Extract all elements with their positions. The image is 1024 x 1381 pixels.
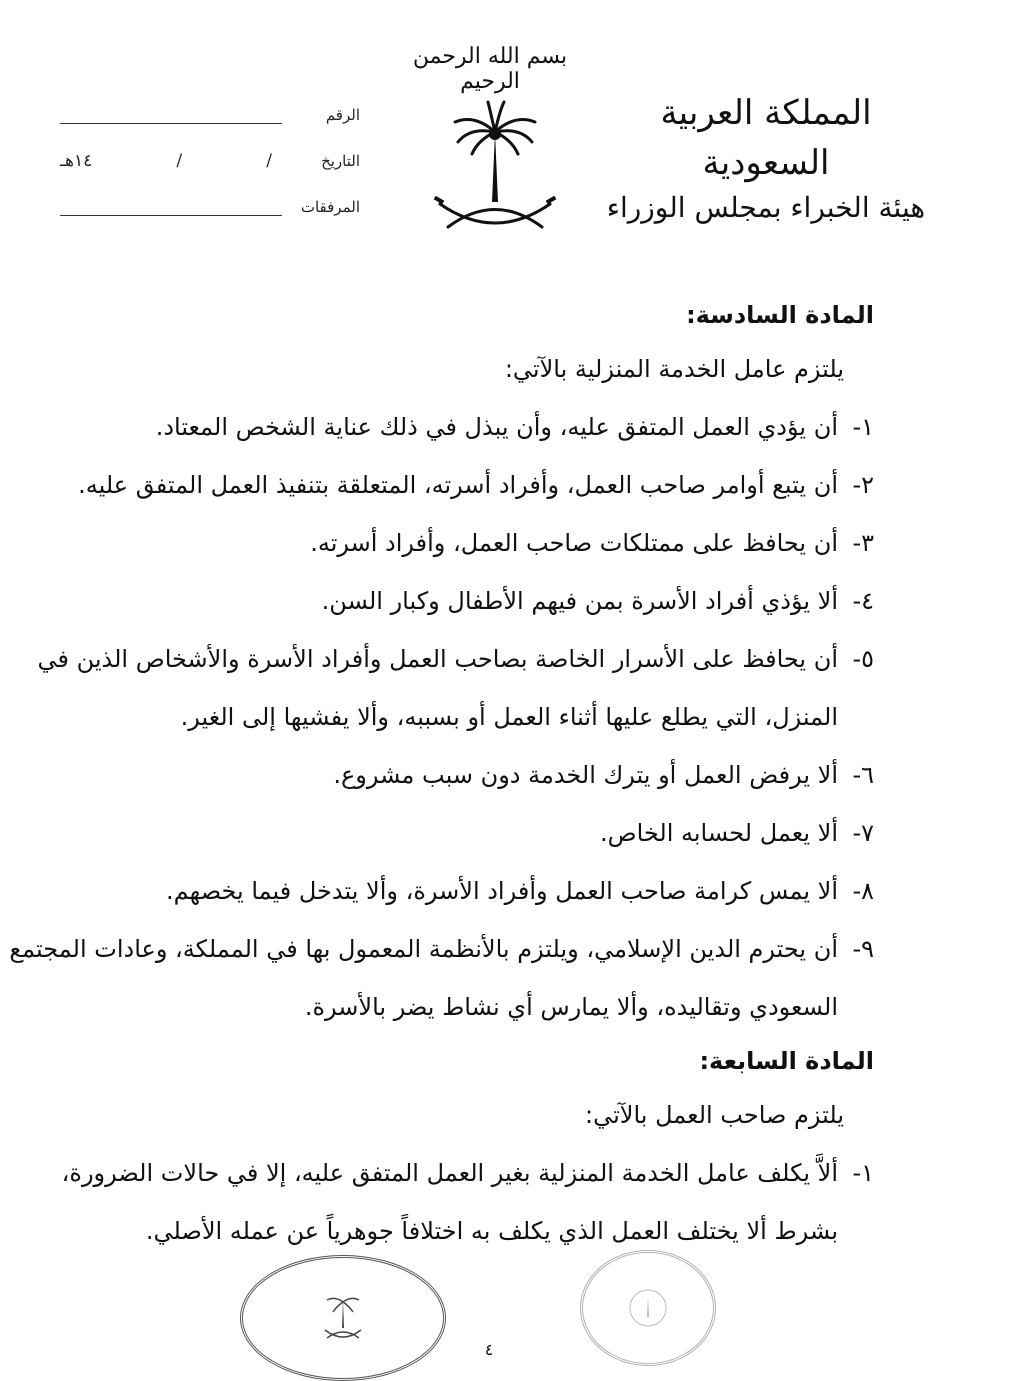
item-number: ١- — [852, 1159, 874, 1187]
list-item — [37, 630, 874, 746]
kingdom-name: المملكة العربية السعودية — [660, 93, 872, 183]
item-text: أن يحافظ على الأسرار الخاصة بصاحب العمل وأفراد الأسرة والأشخاص الذين في المنزل، التي يطلع عليها أثناء العمل أو بسببه، وألا يفشيها إلى الغير. — [37, 645, 838, 731]
date-suffix: ١٤هـ — [60, 151, 93, 171]
article-6-heading: المادة السادسة: — [686, 301, 874, 329]
basmala: بسم الله الرحمن الرحيم — [412, 44, 568, 94]
item-text: ألاَّ يكلف عامل الخدمة المنزلية بغير العمل المتفق عليه، إلا في حالات الضرورة، بشرط ألا يختلف العمل الذي يكلف به اختلافاً جوهرياً عن عمله الأصلي. — [61, 1159, 838, 1245]
list-item — [74, 514, 874, 572]
item-number: ٣- — [852, 529, 874, 557]
item-number: ٨- — [852, 877, 874, 905]
date-row — [60, 138, 360, 184]
ref-number-label: الرقم — [325, 106, 360, 124]
item-number: ٢- — [852, 471, 874, 499]
ref-number-row — [60, 92, 360, 138]
document-body — [9, 290, 874, 1260]
date-slash: / — [266, 151, 272, 171]
organization-header — [596, 88, 936, 228]
list-item — [9, 920, 874, 1036]
reference-fields — [60, 92, 360, 230]
attachments-row — [60, 184, 360, 230]
list-item — [61, 1144, 874, 1260]
item-text: ألا يعمل لحسابه الخاص. — [599, 819, 838, 847]
item-text: أن يحافظ على ممتلكات صاحب العمل، وأفراد أسرته. — [310, 529, 838, 557]
item-text: أن يحترم الدين الإسلامي، ويلتزم بالأنظمة المعمول بها في المملكة، وعادات المجتمع السعودي وتقاليده، وألا يمارس أي نشاط يضر بالأسرة. — [9, 935, 838, 1021]
date-slash: / — [176, 151, 183, 171]
item-number: ٥- — [852, 645, 874, 673]
page-number: ٤ — [484, 1340, 494, 1359]
item-number: ١- — [852, 413, 874, 441]
list-item — [74, 804, 874, 862]
item-number: ٦- — [852, 761, 874, 789]
list-item — [74, 398, 874, 456]
item-text: ألا يمس كرامة صاحب العمل وأفراد الأسرة، وألا يتدخل فيما يخصهم. — [166, 877, 838, 905]
article-7-heading: المادة السابعة: — [699, 1047, 874, 1075]
item-text: أن يتبع أوامر صاحب العمل، وأفراد أسرته، المتعلقة بتنفيذ العمل المتفق عليه. — [78, 471, 838, 499]
attachments-label: المرفقات — [300, 198, 360, 216]
item-text: أن يؤدي العمل المتفق عليه، وأن يبذل في ذلك عناية الشخص المعتاد. — [155, 413, 838, 441]
list-item — [74, 746, 874, 804]
item-number: ٤- — [852, 587, 874, 615]
attachments-line — [60, 199, 282, 216]
list-item — [74, 862, 874, 920]
faded-seal-icon — [580, 1250, 716, 1366]
item-number: ٧- — [852, 819, 874, 847]
article-6-intro: يلتزم عامل الخدمة المنزلية بالآتي: — [504, 355, 844, 383]
item-text: ألا يرفض العمل أو يترك الخدمة دون سبب مشروع. — [333, 761, 838, 789]
ref-number-line — [60, 107, 282, 124]
date-label: التاريخ — [321, 152, 360, 170]
article-7-intro: يلتزم صاحب العمل بالآتي: — [584, 1101, 844, 1129]
item-text: ألا يؤذي أفراد الأسرة بمن فيهم الأطفال وكبار السن. — [321, 587, 838, 615]
council-name: هيئة الخبراء بمجلس الوزراء — [606, 191, 926, 224]
official-seal-icon — [240, 1255, 446, 1381]
item-number: ٩- — [852, 935, 874, 963]
list-item — [74, 456, 874, 514]
date-value — [60, 151, 282, 171]
list-item — [74, 572, 874, 630]
saudi-emblem-icon — [420, 92, 570, 242]
